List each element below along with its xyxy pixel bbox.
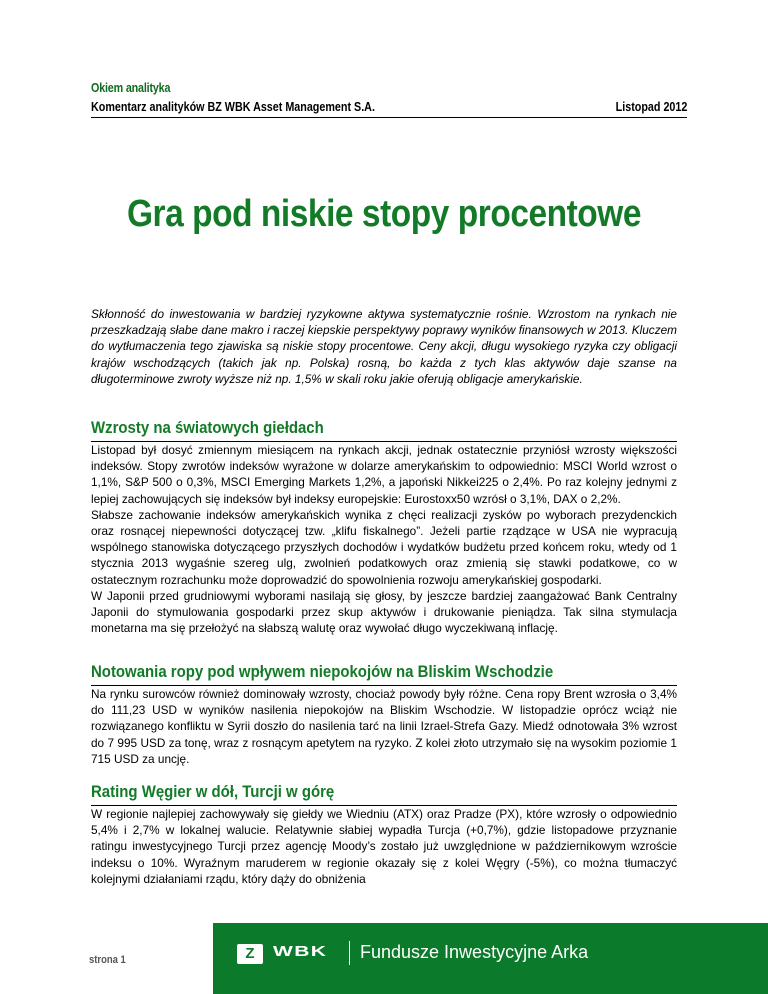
document-header — [91, 80, 687, 118]
bzwbk-logo-icon: Z — [237, 944, 263, 964]
section-body-1 — [91, 442, 677, 636]
logo-divider — [349, 941, 350, 965]
logo-text: WBK — [273, 943, 328, 960]
header-subtitle: Komentarz analityków BZ WBK Asset Management S.A. — [91, 100, 375, 114]
section-heading-2: Notowania ropy pod wpływem niepokojów na Bliskim Wschodzie — [91, 662, 554, 681]
page-number: strona 1 — [89, 954, 126, 966]
section-heading-3: Rating Węgier w dół, Turcji w górę — [91, 782, 335, 801]
header-row — [91, 99, 687, 118]
header-kicker: Okiem analityka — [91, 81, 171, 95]
section-body-2 — [91, 686, 677, 767]
header-date: Listopad 2012 — [615, 100, 687, 114]
footer-brand-bar — [213, 923, 768, 994]
paragraph: W regionie najlepiej zachowywały się giełdy we Wiedniu (ATX) oraz Pradze (PX), które wzrosły o odpowiednio 5,4% i 2,7% w lokalnej walucie. Relatywnie słabiej wypadła Turcja (+0,7%), gdzie listopadowe przyznanie ratingu inwestycyjnego Turcji przez agencję Moody’s zostało już uwzględnione w październikowym wzroście indeksu o 10%. Wyraźnym maruderem w regionie okazały się z kolei Węgry (-5%), co można tłumaczyć kolejnymi działaniami rządu, który dąży do obniżenia — [91, 807, 677, 886]
section-body-3 — [91, 806, 677, 887]
lead-paragraph: Skłonność do inwestowania w bardziej ryzykowne aktywa systematycznie rośnie. Wzrostom na rynkach nie przeszkadzają słabe dane makro i raczej kiepskie perspektywy poprawy wyników finansowych w 2013. Kluczem do wytłumaczenia tego zjawiska są niskie stopy procentowe. Ceny akcji, długu wysokiego ryzyka czy obligacji krajów wschodzących (takich jak np. Polska) rosną, bo każda z tych klas aktywów daje szanse na długoterminowe zwroty wyższe niż np. 1,5% w skali roku jakie oferują obligacje amerykańskie. — [91, 307, 677, 386]
paragraph: Na rynku surowców również dominowały wzrosty, chociaż powody były różne. Cena ropy Brent wzrosła o 3,4% do 111,23 USD w wyników nasilenia niepokojów na Bliskim Wschodzie. W listopadzie oprócz wciąż nie rozwiązanego konfliktu w Syrii doszło do nasilenia tarć na linii Izrael-Strefa Gazy. Miedź odnotowała 3% wzrost do 7 995 USD za tonę, wraz z rosnącym apetytem na ryzyko. Z kolei złoto utrzymało się na wysokim poziomie 1 715 USD za uncję. — [91, 687, 677, 766]
paragraph: Słabsze zachowanie indeksów amerykańskich wynika z chęci realizacji zysków po wyborach prezydenckich oraz rosnącej niepewności dotyczącej tzw. „klifu fiskalnego”. Jeżeli partie rządzące w USA nie wypracują wspólnego stanowiska dotyczącego przyszłych dochodów i wydatków budżetu przed końcem roku, wtedy od 1 stycznia 2013 wygaśnie szereg ulg, zwolnień podatkowych oraz zmienią się stawki podatkowe, co w ostatecznym rozrachunku może doprowadzić do spowolnienia rozwoju amerykańskiej gospodarki. — [91, 507, 677, 587]
section-heading-1: Wzrosty na światowych giełdach — [91, 418, 324, 437]
brand-name: Fundusze Inwestycyjne Arka — [360, 942, 589, 962]
page-title: Gra pod niskie stopy procentowe — [126, 193, 642, 235]
paragraph: Listopad był dosyć zmiennym miesiącem na rynkach akcji, jednak ostatecznie przyniósł wzrosty większości indeksów. Stopy zwrotów indeksów wyrażone w dolarze amerykańskim to odpowiednio: MSCI World wzrost o 1,1%, S&P 500 o 0,3%, MSCI Emerging Markets 1,2%, a japoński Nikkei225 o 2,4%. Po raz kolejny jednymi z lepiej zachowujących się indeksów był indeksy europejskie: Eurostoxx50 wzrósł o 3,1%, DAX o 2,2%. — [91, 443, 677, 506]
paragraph: W Japonii przed grudniowymi wyborami nasilają się głosy, by jeszcze bardziej zaangażować Bank Centralny Japonii do stymulowania gospodarki przez skup aktywów i drukowanie pieniądza. Tak silna stymulacja monetarna ma się przełożyć na słabszą walutę oraz wywołać długo wyczekiwaną inflację. — [91, 588, 677, 636]
